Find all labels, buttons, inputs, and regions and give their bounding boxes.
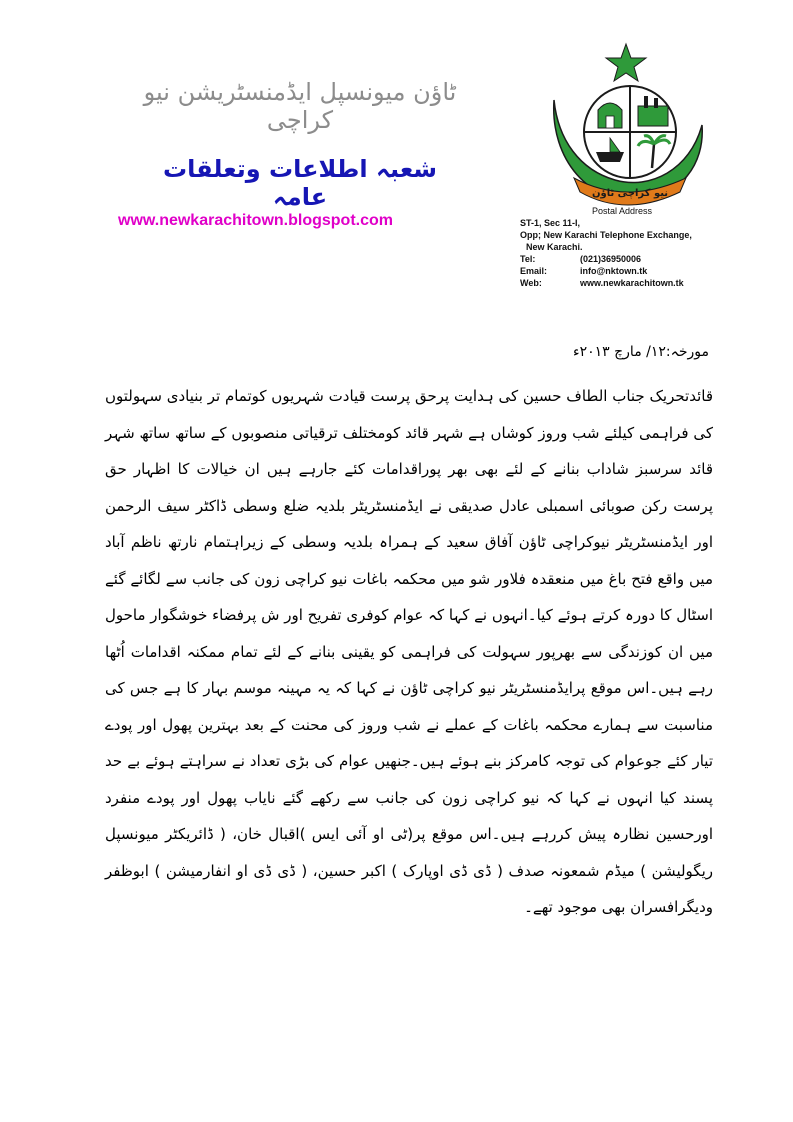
factory-icon [638, 106, 668, 126]
document-date: مورخہ:۱۲/ مارچ ۲۰۱۳ء [573, 344, 709, 360]
postal-line-3: New Karachi. [526, 242, 583, 252]
press-release-body: قائدتحریک جناب الطاف حسین کی ہدایت پرحق پرست قیادت شہریوں کوتمام تر بنیادی سہولتوں کی فراہمی کیلئے شب وروز کوشاں ہے شہر قائد کومختلف ترقیاتی منصوبوں کے ساتھ ساتھ شہر قائد سرسبز شاداب بنانے کے لئے بھی بھر پوراقدامات کئے جارہے ہیں ان خیالات کا اظہار حق پرست رکن صوبائی اسمبلی عادل صدیقی نے ایڈمنسٹریٹر بلدیہ ضلع وسطی ڈاکٹر سیف الرحمن اور ایڈمنسٹریٹر نیوکراچی ٹاؤن آفاق سعید کے ہمراہ بلدیہ وسطی کے زیراہتمام نارتھ ناظم آباد میں واقع فتح باغ میں منعقدہ فلاور شو میں محکمہ باغات نیو کراچی زون کی جانب سے لگائے گئے اسٹال کا دورہ کرتے ہوئے کیا۔انہوں نے کہا کہ عوام کوفری تفریح اور ش پرفضاء خوشگوار ماحول میں ان کوزندگی سے بھرپور سہولت کی فراہمی کو یقینی بنانے کے لئے تمام ممکنہ اقدامات اُٹھا رہے ہیں۔اس موقع پرایڈمنسٹریٹر نیو کراچی ٹاؤن نے کہا کہ یہ مہینہ موسم بہار کا ہے جس کی مناسبت سے ہمارے محکمہ باغات کے عملے نے شب وروز کی محنت کے بعد بہترین پھول اور پودے تیار کئے جوعوام کی توجہ کامرکز بنے ہوئے ہیں۔جنھیں عوام کی بڑی تعداد نے سراہتے ہوئے بے حد پسند کیا انہوں نے کہا کہ نیو کراچی زون کی جانب سے رکھے گئے نایاب پھول اور پودے منفرد اورحسین نظارہ پیش کررہے ہیں۔اس موقع پر(ٹی او آئی ایس )اقبال خان، ( ڈائریکٹر میونسپل ریگولیشن ) میڈم شمعونہ صدف ( ڈی ڈی اوپارک ) اکبر حسین، ( ڈی ڈی او انفارمیشن ) ابوظفر ودیگرافسران بھی موجود تھے۔ [105, 387, 713, 916]
postal-address-block [520, 205, 760, 289]
postal-title: Postal Address [592, 206, 653, 216]
logo-ribbon-text: نیو کراچی ٹاؤن [591, 188, 669, 199]
ship-icon [596, 152, 624, 162]
postal-web-row [520, 277, 760, 289]
tel-label: Tel: [520, 254, 536, 264]
department-title: شعبہ اطلاعات وتعلقات عامہ [163, 155, 437, 211]
web-value[interactable]: www.newkarachitown.tk [580, 278, 684, 288]
postal-tel-row [520, 253, 760, 265]
tel-value: (021)36950006 [580, 254, 642, 264]
town-emblem-logo [540, 40, 712, 212]
star-icon [606, 44, 646, 81]
website-link[interactable]: www.newkarachitown.blogspot.com [118, 212, 393, 229]
page-title: ٹاؤن میونسپل ایڈمنسٹریشن نیو کراچی [143, 78, 457, 134]
postal-line-2: Opp; New Karachi Telephone Exchange, [520, 230, 692, 240]
email-label: Email: [520, 266, 548, 276]
postal-email-row [520, 265, 760, 277]
web-label: Web: [520, 278, 542, 288]
email-value[interactable]: info@nktown.tk [580, 266, 648, 276]
postal-line-1: ST-1, Sec 11-I, [520, 218, 581, 228]
